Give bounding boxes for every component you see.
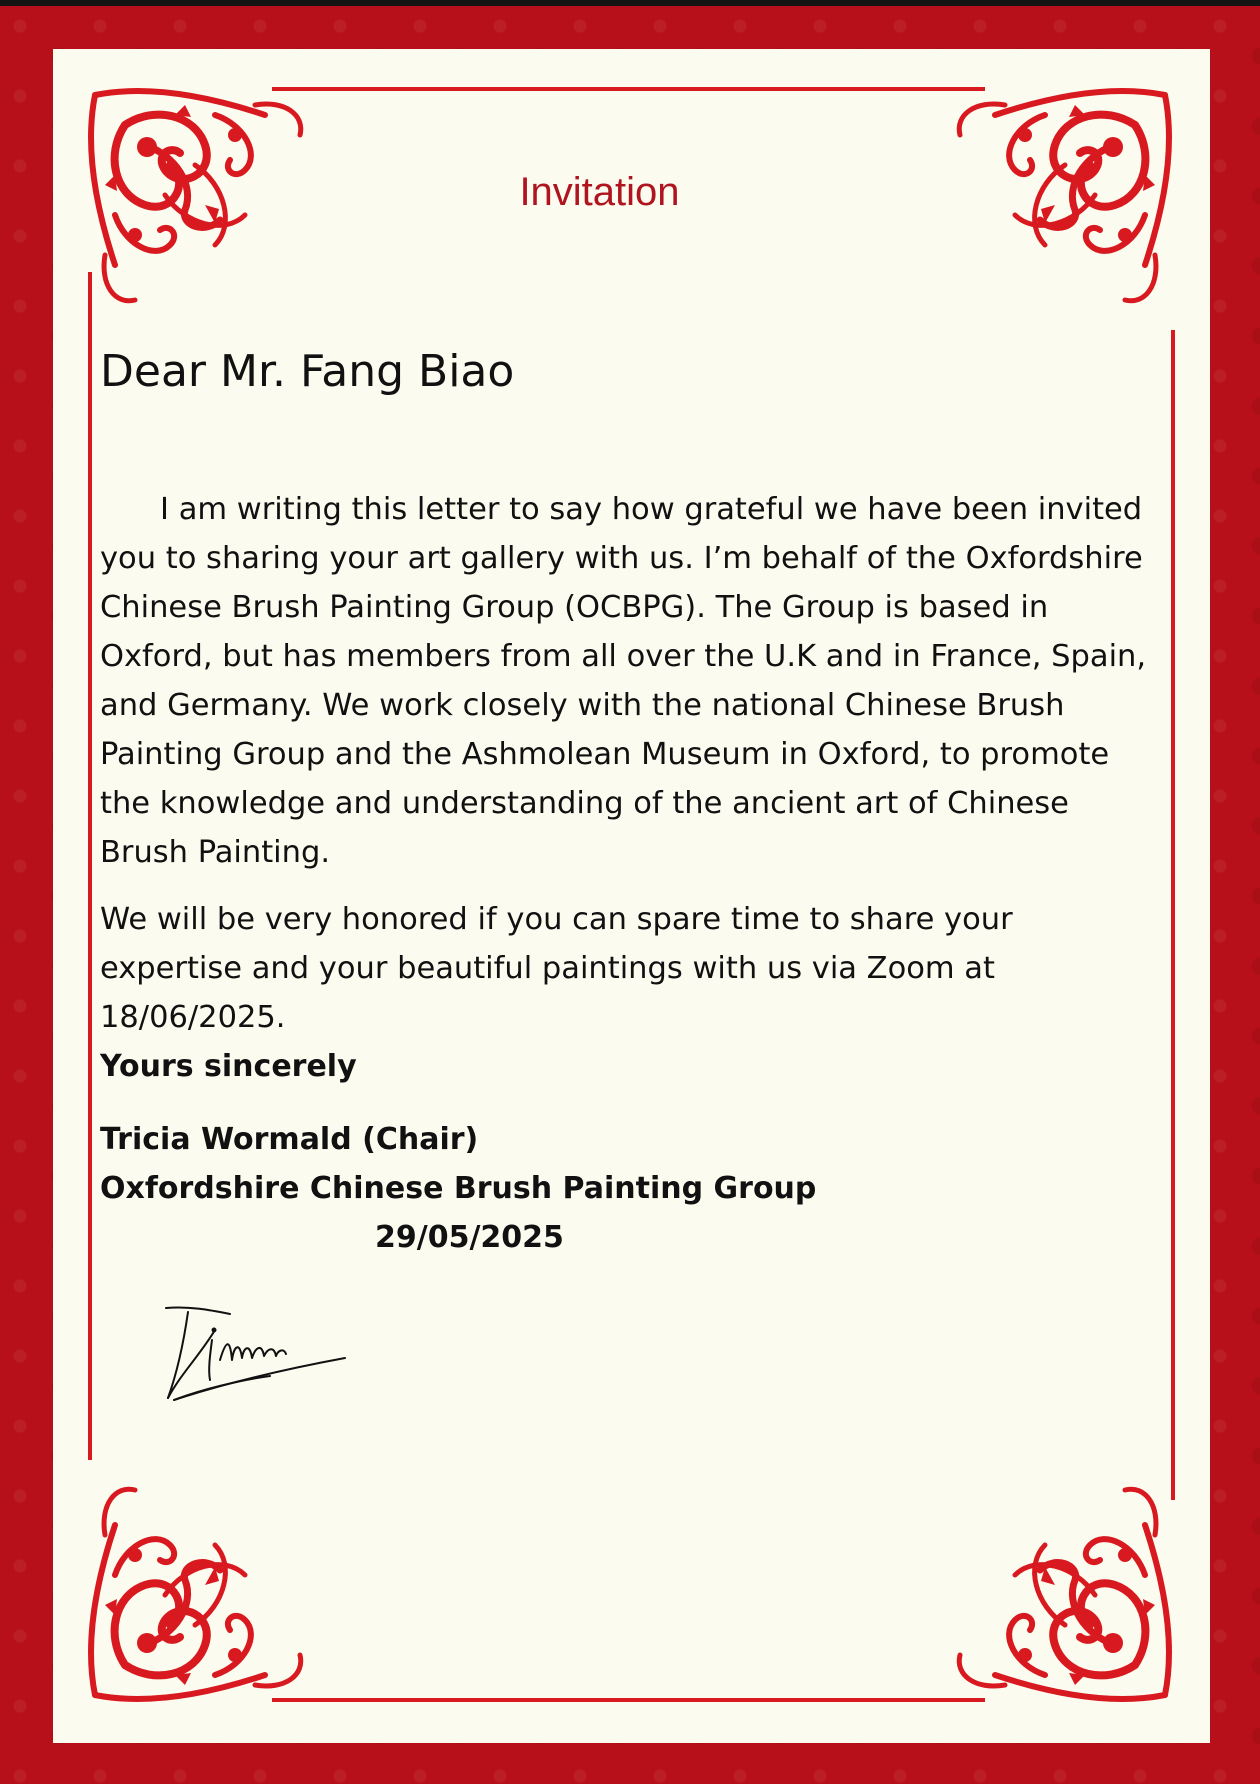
letter-date: 29/05/2025 — [375, 1220, 564, 1255]
closing: Yours sincerely — [100, 1049, 357, 1084]
organization-name: Oxfordshire Chinese Brush Painting Group — [100, 1171, 817, 1206]
salutation: Dear Mr. Fang Biao — [100, 346, 515, 397]
letter-body — [100, 345, 1160, 1262]
floral-scroll-icon — [91, 1489, 301, 1699]
letter-title: Invitation — [519, 170, 680, 214]
body-paragraph-2: We will be very honored if you can spare time to share your expertise and your beautiful paintings with us via Zoom at 18/06/2025. — [100, 902, 1013, 1035]
floral-scroll-icon — [959, 1489, 1169, 1699]
body-paragraph-1: I am writing this letter to say how grateful we have been invited you to sharing your art gallery with us. I’m behalf of the Oxfordshire Chinese Brush Painting Group (OCBPG). The Group is based in Oxford, but has members from all over the U.K and in France, Spain, and Germany. We work closely with the national Chinese Brush Painting Group and the Ashmolean Museum in Oxford, to promote the knowledge and understanding of the ancient art of Chinese Brush Painting. — [100, 492, 1147, 870]
handwritten-signature — [160, 1300, 350, 1410]
signatory-name: Tricia Wormald (Chair) — [100, 1122, 479, 1157]
